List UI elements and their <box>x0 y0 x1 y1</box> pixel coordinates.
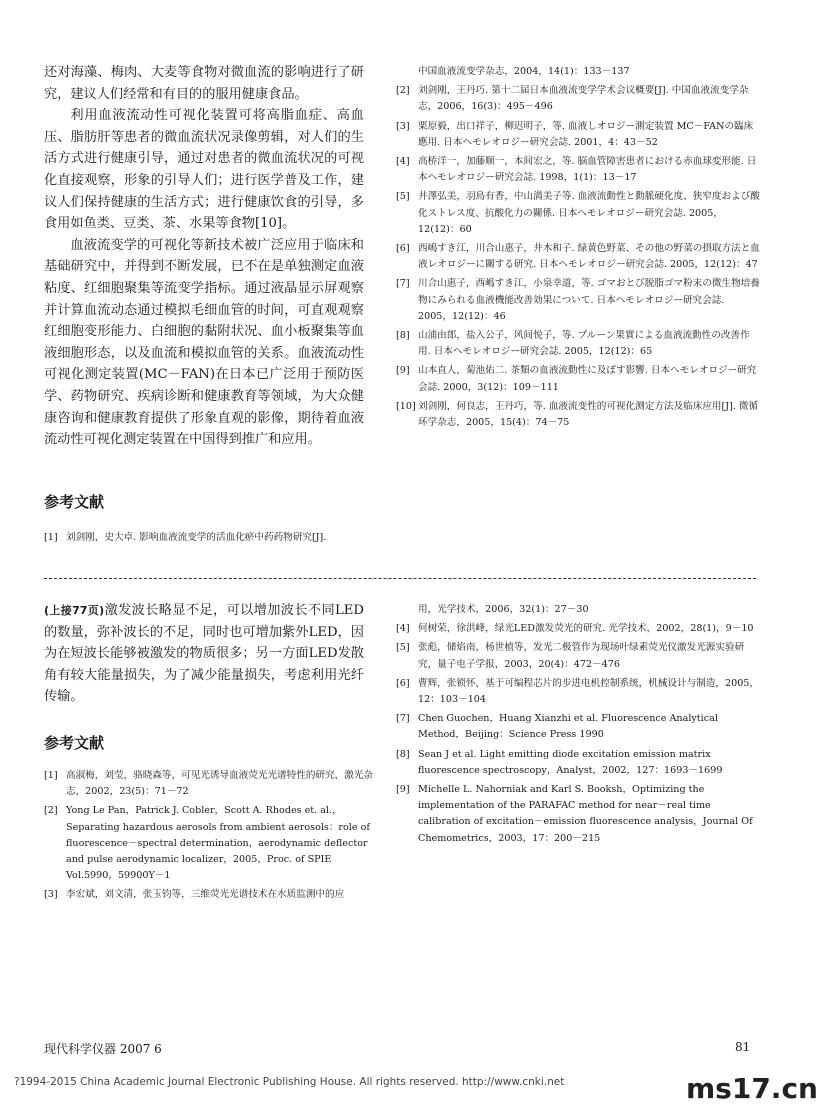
section-divider <box>44 578 756 579</box>
reference-item: [2] Yong Le Pan，Patrick J. Cobler，Scott A. Rhodes et. al.，Separating hazardous aerosols from ambient aerosols：role of fluorescence－spectral determination，aerodynamic deflector and pulse aerodynamic localizer，2005，Proc. of SPIE Vol.5990，59900Y－1 <box>44 805 370 882</box>
reference-item: [4] 何树荣，徐洪峰，绿光LED激发荧光的研究. 光学技术，2002，28(1)，9－10 <box>396 623 754 635</box>
bottom-left-references <box>44 768 374 907</box>
bottom-right-references <box>396 602 760 850</box>
reference-item: [5] 井澤弘美，羽鳥有香，中山満美子等. 血液流動性と動脈硬化度、狭窄度および酸化ストレス度、抗酸化力の關係. 日本ヘモレオロジー研究会誌. 2005，12(12)：60 <box>396 191 760 235</box>
references-heading: 参考文献 <box>44 734 105 752</box>
top-left-references <box>44 530 374 549</box>
paragraph: (上接77页)激发波长略显不足，可以增加波长不同LED的数量，弥补波长的不足，同时也可增加紫外LED，因为在短波长能够被激发的物质很多；另一方面LED发散角有较大能量损失，为了减少能量损失，考虑利用光纤传输。 <box>44 603 364 705</box>
reference-item: 中国血液流变学杂志，2004，14(1)：133－137 <box>418 66 630 77</box>
reference-item: [8] 山浦由郎，盐入公子，风间悦子，等. プルーン果實による血液流動性の改善作用. 日本ヘモレオロジー研究会誌. 2005，12(12)：65 <box>396 330 750 358</box>
reference-item: [7] Chen Guochen，Huang Xianzhi et al. Fluorescence Analytical Method，Beijing：Science Press 1990 <box>396 713 718 741</box>
reference-item: [1] 高淑梅，刘莹，骆晓森等，可见光诱导血液荧光光谱特性的研究，激光杂志，2002，23(5)：71－72 <box>44 770 373 798</box>
reference-item: 用，光学技术，2006，32(1)：27－30 <box>418 604 589 615</box>
reference-item: [9] Michelle L. Nahorniak and Karl S. Booksh，Optimizing the implementation of the PARAFAC method for near－real time calibration of excitation－emission fluorescence analysis，Journal Of Chemometrics，2003，17：200－215 <box>396 784 753 844</box>
copyright-notice: ?1994-2015 China Academic Journal Electronic Publishing House. All rights reserved. http://www.cnki.net <box>14 1076 565 1088</box>
reference-item: [3] 栗原毅，出口祥子，柳迟明子，等. 血液しオロジー測定装置 MC－FANの臨床應用. 日本ヘモレオロジー研究会誌. 2001，4：43－52 <box>396 120 754 148</box>
paragraph: 血液流变学的可视化等新技术被广泛应用于临床和基础研究中，并得到不断发展，已不在是单独测定血液粘度、红细胞聚集等流变学指标。通过液晶显示屏观察并计算血流动态通过模拟毛细血管的时间，可直观观察红细胞变形能力、白细胞的黏附状况、血小板聚集等血液细胞形态，以及血流和模拟血管的关系。血液流动性可视化测定装置(MC－FAN)在日本已广泛用于预防医学、药物研究、疾病诊断和健康教育等领域，为大众健康咨询和健康教育提供了形象直观的影像，期待着血液流动性可视化测定装置在中国得到推广和应用。 <box>44 237 364 448</box>
reference-item: [2] 刘剑刚，王丹巧. 第十二届日本血液流变学学术会议概要[J]. 中国血液流变学杂志，2006，16(3)：495－496 <box>396 85 749 113</box>
reference-item: [5] 张彪，储焰南，杨世植等，发光二极管作为现场叶绿素荧光仪激发光源实验研究，量子电子学报，2003，20(4)：472－476 <box>396 642 745 670</box>
reference-item: [3] 李宏斌，刘文清，张玉钧等，三维荧光光谱技术在水质监测中的应 <box>44 889 345 901</box>
continued-from-mark: (上接77页) <box>44 604 105 617</box>
reference-item: [6] 曹辉，张锁怀，基于可编程芯片的步进电机控制系统，机械设计与制造，2005，12：103－104 <box>396 677 760 706</box>
reference-item: [8] Sean J et al. Light emitting diode excitation emission matrix fluorescence spectroscopy，Analyst，2002，127：1693－1699 <box>396 748 723 776</box>
page-number: 81 <box>735 1040 751 1054</box>
top-left-body <box>44 62 364 451</box>
bottom-left-body <box>44 600 364 708</box>
reference-item: [9] 山本直人，菊池佑二. 茶類の血液流動性に及ぼす影響. 日本ヘモレオロジー研究会誌. 2000，3(12)：109－111 <box>396 365 757 393</box>
journal-footer: 现代科学仪器 2007 6 <box>44 1042 162 1056</box>
paragraph: 还对海藻、梅肉、大麦等食物对微血流的影响进行了研究，建议人们经常和有目的的服用健康食品。 <box>44 65 364 102</box>
reference-item: [6] 西嶋すき江，川合山惠子，井木和子. 緑黄色野菜、その他の野菜の摂取方法と血液レオロジーに關する研究. 日本ヘモレオロジー研究会誌. 2005，12(12)：47 <box>396 243 760 271</box>
reference-item: [4] 高桥洋一，加藤顺一，本间宏之，等. 脳血管障害患者における赤血球変形能. 日本ヘモレオロジー研究会誌. 1998，1(1)：13－17 <box>396 156 757 184</box>
watermark-logo: ms17.cn <box>686 1072 818 1105</box>
top-right-references <box>396 64 760 434</box>
reference-item: [7] 川合山惠子，西嶋すき江，小泉幸道，等. ゴマおとび脱脂ゴマ粉末の微生物培養物にみられる血液機能改善効果について. 日本ヘモレオロジー研究会誌. 2005，12(12)：46 <box>396 278 760 322</box>
reference-item: [1] 刘剑刚，史大卓. 影响血液流变学的活血化瘀中药药物研究[J]. <box>44 532 327 543</box>
references-heading: 参考文献 <box>44 493 105 511</box>
reference-item: [10] 刘剑刚，何良志，王丹巧，等. 血液流变性的可视化测定方法及临床应用[J]. 微循环学杂志，2005，15(4)：74－75 <box>396 400 759 429</box>
paragraph: 利用血液流动性可视化装置可将高脂血症、高血压、脂肪肝等患者的微血流状况录像剪辑，对人们的生活方式进行健康引导，通过对患者的微血流状况的可视化直接观察，形象的引导人们；进行医学普及工作，建议人们保持健康的生活方式；进行健康饮食的引导，多食用如鱼类、豆类、茶、水果等食物[10]。 <box>44 108 364 232</box>
